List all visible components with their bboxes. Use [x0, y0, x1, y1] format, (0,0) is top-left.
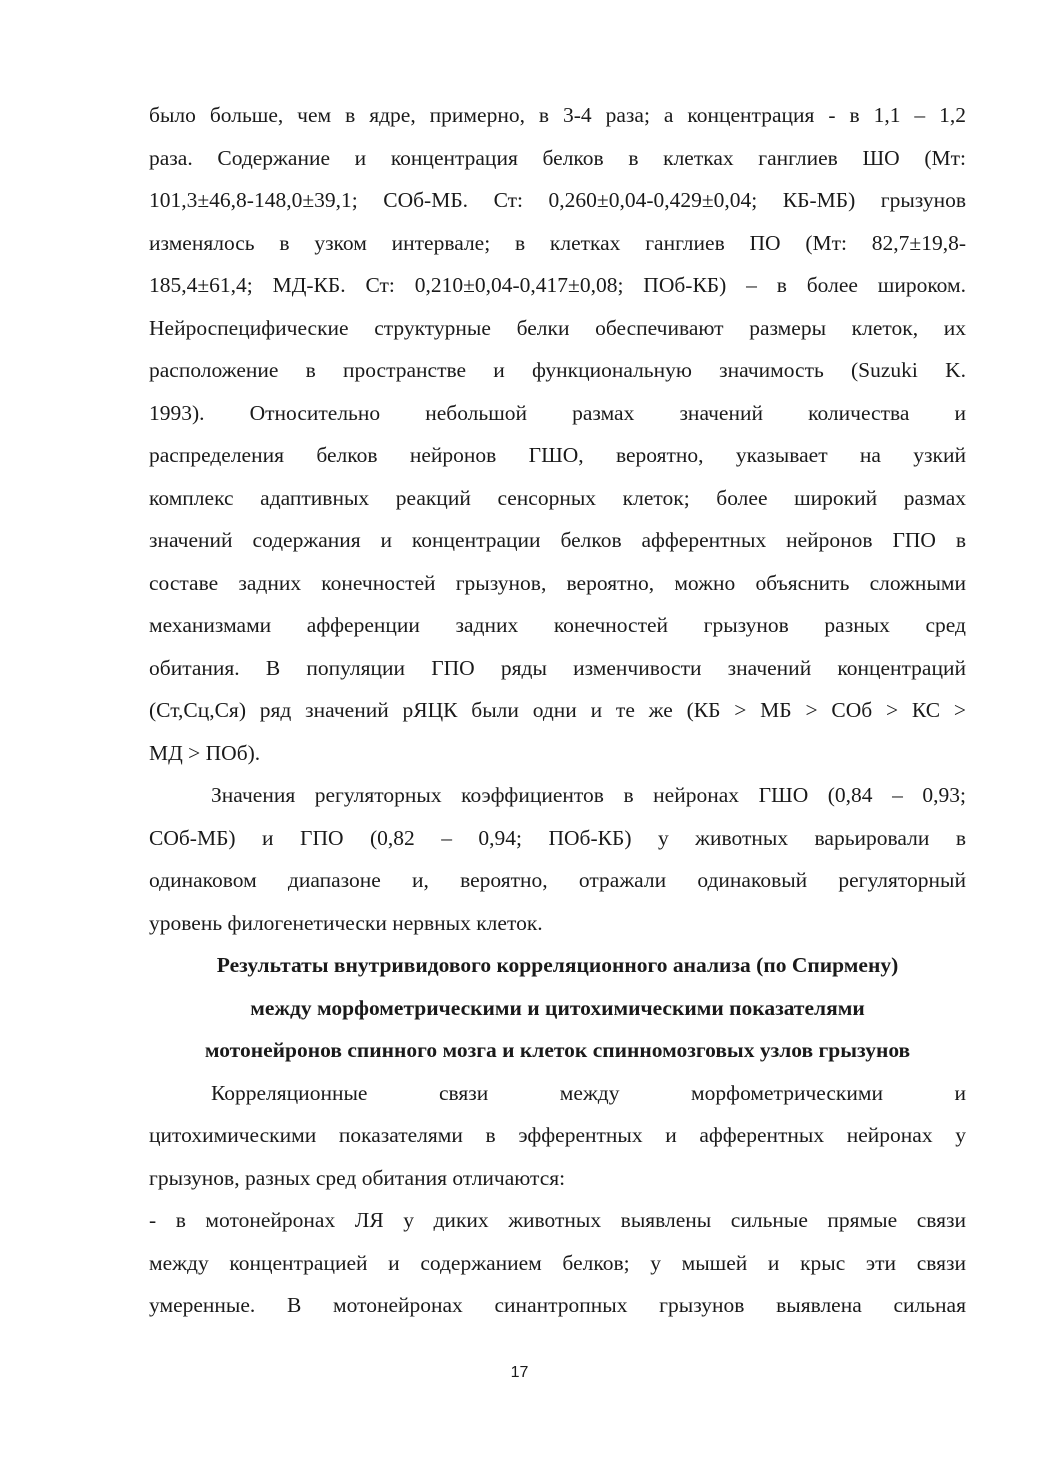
paragraph-first-line: Значения регуляторных коэффициентов в нейронах ГШО (0,84 – 0,93; — [211, 783, 966, 807]
section-heading-line: мотонейронов спинного мозга и клеток спинномозговых узлов грызунов — [204, 1038, 911, 1062]
text-line: Нейроспецифические структурные белки обеспечивают размеры клеток, их — [149, 315, 966, 340]
list-item-line: - в мотонейронах ЛЯ у диких животных выявлены сильные прямые связи — [149, 1208, 966, 1232]
text-line: 185,4±61,4; МД-КБ. Ст: 0,210±0,04-0,417±0,08; ПОб-КБ) – в более широком. — [149, 273, 966, 297]
text-line: изменялось в узком интервале; в клетках ганглиев ПО (Мт: 82,7±19,8- — [149, 230, 966, 255]
text-line: цитохимическими показателями в эфферентных и афферентных нейронах у — [149, 1123, 966, 1147]
page-number: 17 — [510, 1364, 529, 1381]
text-line: уровень филогенетически нервных клеток. — [149, 910, 543, 935]
text-line: распределения белков нейронов ГШО, вероятно, указывает на узкий — [149, 443, 966, 467]
text-line: 101,3±46,8-148,0±39,1; СОб-МБ. Ст: 0,260±0,04-0,429±0,04; КБ-МБ) грызунов — [149, 188, 966, 212]
text-line: значений содержания и концентрации белков афферентных нейронов ГПО в — [149, 528, 966, 552]
text-line: между концентрацией и содержанием белков; у мышей и крыс эти связи — [149, 1250, 966, 1275]
text-line: МД > ПОб). — [149, 740, 261, 765]
text-line: грызунов, разных сред обитания отличаются: — [149, 1165, 566, 1190]
text-line: умеренные. В мотонейронах синантропных грызунов выявлена сильная — [149, 1293, 966, 1317]
text-line: было больше, чем в ядре, примерно, в 3-4 раза; а концентрация - в 1,1 – 1,2 — [149, 103, 966, 127]
text-line: составе задних конечностей грызунов, вероятно, можно объяснить сложными — [149, 570, 966, 595]
text-line: одинаковом диапазоне и, вероятно, отражали одинаковый регуляторный — [149, 868, 966, 892]
text-line: раза. Содержание и концентрация белков в клетках ганглиев ШО (Мт: — [149, 145, 966, 170]
text-line: СОб-МБ) и ГПО (0,82 – 0,94; ПОб-КБ) у животных варьировали в — [149, 825, 966, 850]
text-line: обитания. В популяции ГПО ряды изменчивости значений концентраций — [149, 655, 966, 680]
text-line: механизмами афференции задних конечностей грызунов разных сред — [149, 613, 966, 637]
section-heading-line: между морфометрическими и цитохимическими показателями — [250, 995, 865, 1020]
paragraph-first-line: Корреляционные связи между морфометрическими и — [211, 1080, 966, 1105]
text-line: комплекс адаптивных реакций сенсорных клеток; более широкий размах — [149, 485, 966, 510]
text-line: расположение в пространстве и функциональную значимость (Suzuki K. — [149, 358, 966, 382]
text-line: (Ст,Сц,Ся) ряд значений рЯЦК были одни и те же (КБ > МБ > СОб > КС > — [149, 698, 966, 722]
section-heading-line: Результаты внутривидового корреляционного анализа (по Спирмену) — [216, 953, 899, 977]
text-line: 1993). Относительно небольшой размах значений количества и — [149, 400, 966, 425]
